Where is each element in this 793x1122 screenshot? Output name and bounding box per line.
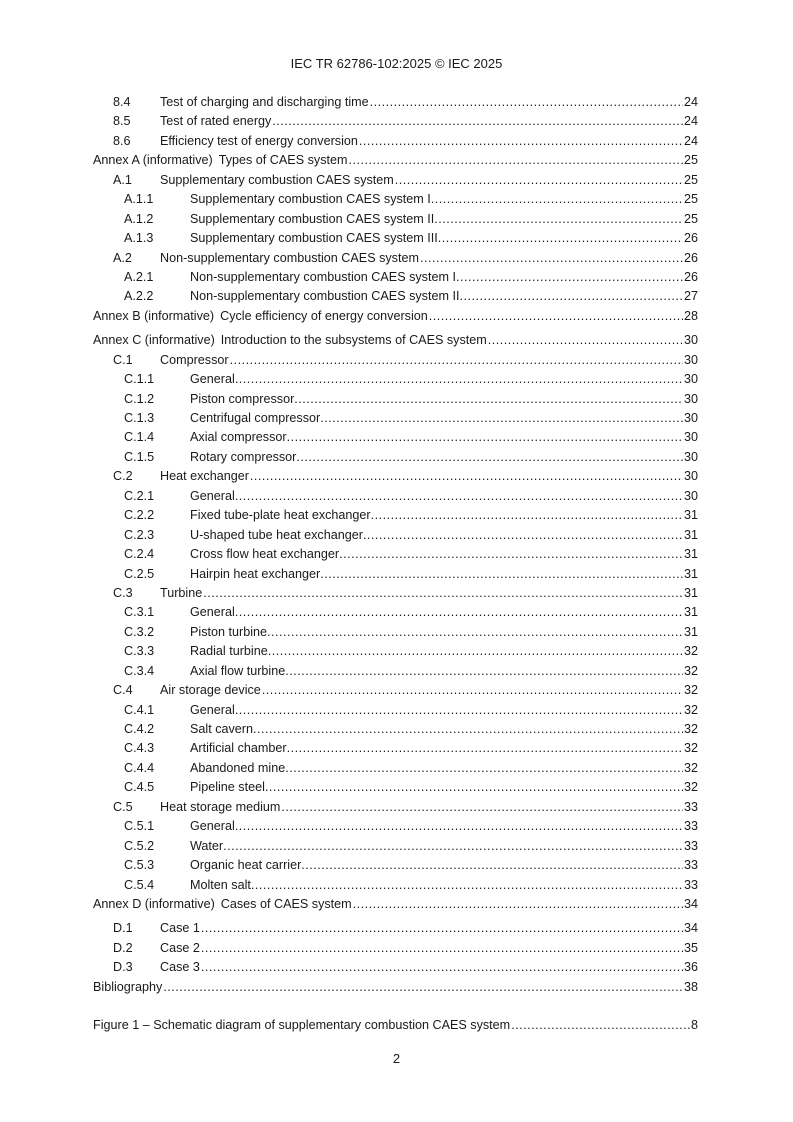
toc-entry-line [93,978,698,997]
dot-leader [201,919,683,938]
toc-entry-line [93,487,698,506]
toc-entry-page: 25 [683,151,698,170]
toc-entry-title: Introduction to the subsystems of CAES system [221,331,488,350]
toc-entry-number: C.5 [93,798,160,817]
toc-entry-title: Efficiency test of energy conversion [160,132,359,151]
toc-entry-line [93,390,698,409]
toc-entry-line [93,151,698,170]
toc-entry-number: C.5.3 [93,856,190,875]
dot-leader [268,642,683,661]
dot-leader [459,287,683,306]
toc-entry-number: A.1 [93,171,160,190]
toc-entry[interactable] [93,526,698,545]
toc-entry-number: C.4.5 [93,778,190,797]
toc-entry[interactable] [93,190,698,209]
toc-entry-line [93,759,698,778]
toc-entry-line [93,895,698,914]
toc-entry[interactable] [93,487,698,506]
toc-entry[interactable] [93,856,698,875]
toc-entry-number: C.1.1 [93,370,190,389]
toc-entry-title: Salt cavern [190,720,253,739]
toc-entry-number: C.3.4 [93,662,190,681]
dot-leader [235,603,683,622]
toc-entry-line [93,210,698,229]
dot-leader [253,720,683,739]
toc-entry-number: A.2.2 [93,287,190,306]
toc-entry-title: Supplementary combustion CAES system I [190,190,431,209]
dot-leader [370,93,683,112]
toc-entry[interactable] [93,370,698,389]
toc-entry-number: C.2.1 [93,487,190,506]
toc-entry-line [93,93,698,112]
toc-entry[interactable] [93,720,698,739]
toc-entry-number: Annex B (informative) [93,307,220,326]
toc-entry-page: 35 [683,939,698,958]
toc-entry-number: C.1.2 [93,390,190,409]
toc-entry-line [93,739,698,758]
toc-entry-line [93,268,698,287]
toc-entry-number: Annex C (informative) [93,331,221,350]
toc-entry-line [93,701,698,720]
toc-entry-line [93,662,698,681]
toc-entry-page: 32 [683,778,698,797]
toc-entry-page: 30 [683,390,698,409]
toc-entry-page: 31 [683,603,698,622]
toc-entry-number: C.1.5 [93,448,190,467]
toc-entry-title: Piston compressor [190,390,294,409]
toc-entry-number: 8.5 [93,112,160,131]
toc-entry[interactable] [93,307,698,326]
toc-entry-title: U-shaped tube heat exchanger [190,526,363,545]
dot-leader [267,623,683,642]
toc-entry-title: Artificial chamber [190,739,287,758]
dot-leader [201,958,683,977]
toc-entry-line [93,720,698,739]
toc-entry-line [93,132,698,151]
toc-entry-page: 32 [683,720,698,739]
toc-entry-page: 30 [683,351,698,370]
toc-entry-line [93,190,698,209]
toc-entry-title: Radial turbine [190,642,268,661]
toc-entry-line [93,506,698,525]
toc-entry-number: C.5.1 [93,817,190,836]
page-number: 2 [392,1051,401,1066]
toc-entry-page: 25 [683,210,698,229]
dot-leader [339,545,683,564]
toc-entry-line [93,171,698,190]
toc-entry[interactable] [93,939,698,958]
document-header: IEC TR 62786-102:2025 © IEC 2025 [290,56,503,71]
dot-leader [203,584,683,603]
toc-entry-number: C.1.3 [93,409,190,428]
toc-entry-line [93,428,698,447]
toc-entry-title: Rotary compressor [190,448,296,467]
toc-entry-page: 32 [683,662,698,681]
toc-entry-number: C.2.2 [93,506,190,525]
dot-leader [488,331,683,350]
toc-entry-number: A.2.1 [93,268,190,287]
dot-leader [456,268,683,287]
toc-entry-number: A.1.1 [93,190,190,209]
toc-entry-page: 24 [683,112,698,131]
toc-entry[interactable] [93,603,698,622]
toc-entry-title: Supplementary combustion CAES system [160,171,395,190]
toc-entry-line [93,919,698,938]
toc-entry-line [93,778,698,797]
toc-entry-page: 33 [683,856,698,875]
toc-entry[interactable] [93,409,698,428]
toc-entry-title: Case 2 [160,939,201,958]
toc-entry-number: C.2.4 [93,545,190,564]
figure-list-entry[interactable] [93,1016,698,1035]
dot-leader [371,506,683,525]
toc-entry-line [93,249,698,268]
toc-entry-number: C.4.1 [93,701,190,720]
toc-entry-line [93,331,698,350]
toc-entry[interactable] [93,642,698,661]
toc-entry-title: Types of CAES system [219,151,349,170]
toc-entry-line [93,351,698,370]
toc-entry[interactable] [93,701,698,720]
toc-entry-line [93,856,698,875]
toc-entry-page: 33 [683,837,698,856]
toc-entry-page: 32 [683,681,698,700]
toc-entry[interactable] [93,268,698,287]
toc-entry-line [93,565,698,584]
toc-entry[interactable] [93,331,698,350]
figure-title: Figure 1 – Schematic diagram of supplementary combustion CAES system [93,1016,511,1035]
toc-entry-number: A.2 [93,249,160,268]
dot-leader [272,112,683,131]
toc-entry-page: 31 [683,565,698,584]
toc-entry-number: D.1 [93,919,160,938]
toc-entry[interactable] [93,132,698,151]
dot-leader [285,759,683,778]
dot-leader [434,210,683,229]
dot-leader [235,817,683,836]
toc-entry[interactable] [93,112,698,131]
toc-entry-title: Axial flow turbine [190,662,285,681]
toc-entry-title: Water [190,837,223,856]
toc-entry-title: Compressor [160,351,230,370]
toc-entry[interactable] [93,249,698,268]
toc-entry-line [93,307,698,326]
dot-leader [395,171,683,190]
dot-leader [431,190,683,209]
toc-entry-title: General [190,701,235,720]
dot-leader [287,739,683,758]
toc-entry-number: C.4 [93,681,160,700]
dot-leader [281,798,683,817]
dot-leader [359,132,683,151]
dot-leader [251,876,683,895]
toc-entry[interactable] [93,876,698,895]
toc-entry-page: 34 [683,895,698,914]
dot-leader [301,856,683,875]
toc-entry-line [93,623,698,642]
toc-entry-page: 30 [683,331,698,350]
toc-entry[interactable] [93,229,698,248]
toc-entry[interactable] [93,681,698,700]
toc-entry[interactable] [93,895,698,914]
toc-entry-line [93,681,698,700]
toc-entry-line [93,370,698,389]
toc-entry-page: 30 [683,409,698,428]
toc-entry-title: Pipeline steel [190,778,265,797]
toc-entry-line [93,448,698,467]
dot-leader [320,409,683,428]
toc-entry-line [93,467,698,486]
toc-entry-page: 31 [683,623,698,642]
toc-entry[interactable] [93,978,698,997]
toc-entry[interactable] [93,662,698,681]
toc-entry-page: 32 [683,642,698,661]
dot-leader [235,370,683,389]
toc-entry-line [93,958,698,977]
table-of-contents [93,93,698,997]
toc-entry-page: 26 [683,249,698,268]
toc-entry[interactable] [93,759,698,778]
dot-leader [348,151,683,170]
dot-leader [163,978,683,997]
toc-entry-title: Cycle efficiency of energy conversion [220,307,429,326]
toc-entry-page: 27 [683,287,698,306]
toc-entry-number: Annex A (informative) [93,151,219,170]
toc-entry-title: Non-supplementary combustion CAES system II [190,287,459,306]
toc-entry[interactable] [93,958,698,977]
toc-entry-number: 8.4 [93,93,160,112]
toc-entry-line [93,112,698,131]
toc-entry-title: Hairpin heat exchanger [190,565,320,584]
dot-leader [294,390,683,409]
toc-entry-line [93,837,698,856]
dot-leader [296,448,683,467]
toc-entry-number: Annex D (informative) [93,895,221,914]
toc-entry[interactable] [93,565,698,584]
toc-entry-title: Case 1 [160,919,201,938]
toc-entry-number: C.5.4 [93,876,190,895]
dot-leader [353,895,683,914]
toc-entry-title: Test of rated energy [160,112,272,131]
toc-entry-title: Molten salt [190,876,251,895]
toc-entry-number: A.1.2 [93,210,190,229]
toc-entry-number: C.4.3 [93,739,190,758]
toc-entry-page: 30 [683,370,698,389]
toc-entry-page: 25 [683,190,698,209]
toc-entry[interactable] [93,506,698,525]
toc-entry-line [93,939,698,958]
dot-leader [230,351,683,370]
toc-entry-page: 31 [683,545,698,564]
toc-entry-number: C.3.3 [93,642,190,661]
toc-entry-title: General [190,487,235,506]
toc-entry[interactable] [93,623,698,642]
toc-entry[interactable] [93,467,698,486]
toc-entry-title: General [190,603,235,622]
toc-entry-page: 25 [683,171,698,190]
dot-leader [201,939,683,958]
toc-entry-page: 24 [683,93,698,112]
toc-entry-line [93,876,698,895]
dot-leader [363,526,683,545]
figure-page: 8 [690,1016,698,1035]
toc-entry-page: 24 [683,132,698,151]
toc-entry-title: General [190,817,235,836]
toc-entry-title: Organic heat carrier [190,856,301,875]
toc-entry-title: Supplementary combustion CAES system II [190,210,434,229]
toc-entry-page: 32 [683,759,698,778]
toc-entry-page: 33 [683,798,698,817]
toc-entry-line [93,798,698,817]
toc-entry-line [93,642,698,661]
dot-leader [429,307,683,326]
toc-entry[interactable] [93,837,698,856]
toc-entry-page: 32 [683,739,698,758]
toc-entry[interactable] [93,428,698,447]
toc-entry[interactable] [93,351,698,370]
toc-entry-title: Heat storage medium [160,798,281,817]
toc-entry-page: 31 [683,506,698,525]
toc-entry-title: Piston turbine [190,623,267,642]
toc-entry-page: 26 [683,268,698,287]
toc-entry-page: 30 [683,448,698,467]
dot-leader [320,565,683,584]
toc-entry-line [93,817,698,836]
toc-entry-title: Abandoned mine [190,759,285,778]
toc-entry-number: C.4.2 [93,720,190,739]
toc-entry-title: Cross flow heat exchanger [190,545,339,564]
toc-entry[interactable] [93,171,698,190]
toc-entry-page: 30 [683,467,698,486]
toc-entry-page: 28 [683,307,698,326]
toc-entry-number: C.1.4 [93,428,190,447]
toc-entry-title: Cases of CAES system [221,895,353,914]
toc-entry-title: Heat exchanger [160,467,250,486]
toc-entry-page: 31 [683,584,698,603]
toc-entry-title: Bibliography [93,978,163,997]
toc-entry[interactable] [93,287,698,306]
toc-entry[interactable] [93,448,698,467]
dot-leader [223,837,683,856]
toc-entry-title: Non-supplementary combustion CAES system [160,249,420,268]
toc-entry[interactable] [93,798,698,817]
toc-entry-line [93,526,698,545]
toc-entry[interactable] [93,817,698,836]
dot-leader [420,249,683,268]
toc-entry-line [93,409,698,428]
toc-entry-line [93,545,698,564]
toc-entry-line [93,287,698,306]
toc-entry-page: 34 [683,919,698,938]
dot-leader [511,1016,690,1035]
dot-leader [262,681,683,700]
toc-entry-title: Centrifugal compressor [190,409,320,428]
toc-entry[interactable] [93,151,698,170]
dot-leader [250,467,683,486]
dot-leader [285,662,683,681]
toc-entry-title: Fixed tube-plate heat exchanger [190,506,371,525]
dot-leader [438,229,683,248]
dot-leader [235,701,683,720]
toc-entry[interactable] [93,739,698,758]
toc-entry-number: C.1 [93,351,160,370]
toc-entry-page: 33 [683,817,698,836]
toc-entry-title: Axial compressor [190,428,287,447]
toc-entry[interactable] [93,778,698,797]
toc-entry-line [93,584,698,603]
toc-entry-page: 32 [683,701,698,720]
toc-entry-title: Turbine [160,584,203,603]
toc-entry-number: C.5.2 [93,837,190,856]
toc-entry-number: C.2.5 [93,565,190,584]
toc-entry-title: Test of charging and discharging time [160,93,370,112]
toc-entry-number: A.1.3 [93,229,190,248]
toc-entry-page: 31 [683,526,698,545]
toc-entry-number: C.3 [93,584,160,603]
toc-entry-number: C.3.1 [93,603,190,622]
toc-entry-page: 38 [683,978,698,997]
toc-entry[interactable] [93,390,698,409]
toc-entry-page: 26 [683,229,698,248]
toc-entry-page: 36 [683,958,698,977]
toc-entry-number: C.2 [93,467,160,486]
toc-entry-number: C.2.3 [93,526,190,545]
toc-entry-number: C.4.4 [93,759,190,778]
toc-entry[interactable] [93,919,698,938]
toc-entry[interactable] [93,210,698,229]
toc-entry-title: Case 3 [160,958,201,977]
toc-entry[interactable] [93,93,698,112]
toc-entry[interactable] [93,545,698,564]
dot-leader [287,428,683,447]
dot-leader [265,778,683,797]
toc-entry-title: Supplementary combustion CAES system III [190,229,438,248]
toc-entry-line [93,603,698,622]
toc-entry-title: General [190,370,235,389]
toc-entry-page: 30 [683,487,698,506]
dot-leader [235,487,683,506]
toc-entry-page: 33 [683,876,698,895]
toc-entry-number: D.3 [93,958,160,977]
toc-entry[interactable] [93,584,698,603]
toc-entry-page: 30 [683,428,698,447]
toc-entry-title: Non-supplementary combustion CAES system I [190,268,456,287]
toc-entry-number: C.3.2 [93,623,190,642]
toc-entry-number: D.2 [93,939,160,958]
toc-entry-title: Air storage device [160,681,262,700]
toc-entry-number: 8.6 [93,132,160,151]
toc-entry-line [93,229,698,248]
